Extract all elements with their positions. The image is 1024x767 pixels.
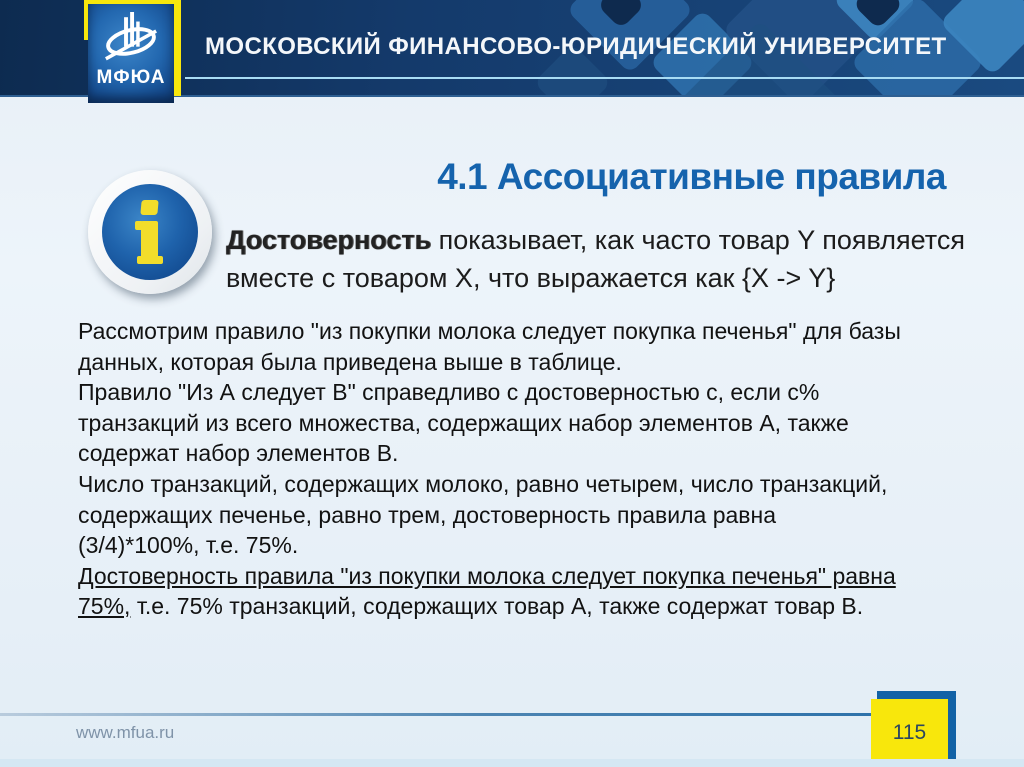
- slide-title: 4.1 Ассоциативные правила: [437, 156, 946, 197]
- body-text-line: [78, 530, 963, 561]
- bottom-strip: [0, 759, 1024, 767]
- body-text-segment: Рассмотрим правило "из покупки молока следует покупка печенья" для базы: [78, 318, 901, 344]
- body-text-line: [78, 500, 963, 531]
- header-divider-line: [185, 77, 1024, 79]
- info-i-glyph: [134, 200, 166, 264]
- university-logo: [84, 0, 181, 103]
- body-text-segment: Число транзакций, содержащих молоко, равно четырем, число транзакций,: [78, 470, 888, 497]
- body-text-segment: содержат набор элементов В.: [78, 440, 399, 467]
- mfua-emblem-icon: [92, 10, 170, 66]
- intro-line1-rest: показывает, как часто товар Y появляется: [431, 225, 965, 255]
- body-text-segment: содержащих печенье, равно трем, достоверность правила равна: [78, 501, 777, 528]
- body-text-line: [78, 438, 963, 469]
- page-number-badge: [871, 699, 948, 767]
- footer-url: www.mfua.ru: [76, 723, 175, 742]
- body-text-line: [78, 316, 963, 347]
- body-text-segment: Правило "Из А следует В" справедливо с достоверностью с, если с%: [78, 379, 820, 406]
- body-text-line: [78, 469, 963, 500]
- logo-box: [88, 4, 174, 103]
- body-text: [78, 316, 963, 622]
- body-text-line: [78, 347, 963, 378]
- body-text-line: [78, 377, 963, 408]
- body-text-line: [78, 591, 963, 622]
- university-name: МОСКОВСКИЙ ФИНАНСОВО-ЮРИДИЧЕСКИЙ УНИВЕРСИТЕТ: [205, 33, 947, 60]
- intro-line-2: вместе с товаром X, что выражается как {X -> Y}: [226, 263, 836, 293]
- logo-yellow-border: [174, 0, 181, 96]
- body-text-segment: т.е. 75% транзакций, содержащих товар А, также содержат товар В.: [130, 593, 864, 620]
- body-text-line: [78, 561, 963, 592]
- info-icon: [88, 170, 212, 294]
- info-icon-circle: [102, 184, 198, 280]
- body-text-underlined: 75%,: [78, 593, 131, 620]
- body-text-segment: транзакций из всего множества, содержащих набор элементов А, также: [78, 409, 849, 436]
- intro-text: [226, 221, 976, 297]
- body-text-underlined: Достоверность правила "из покупки молока следует покупка печенья" равна: [78, 562, 896, 589]
- body-text-segment: данных, которая была приведена выше в таблице.: [78, 348, 622, 375]
- body-text-line: [78, 408, 963, 439]
- intro-line-1: [226, 221, 976, 259]
- logo-text: МФЮА: [96, 67, 166, 88]
- page-number: 115: [892, 721, 927, 744]
- body-text-segment: (3/4)*100%, т.е. 75%.: [78, 532, 299, 559]
- footer-divider-line: [0, 713, 873, 716]
- term-dostovernost: Достоверность: [226, 225, 432, 255]
